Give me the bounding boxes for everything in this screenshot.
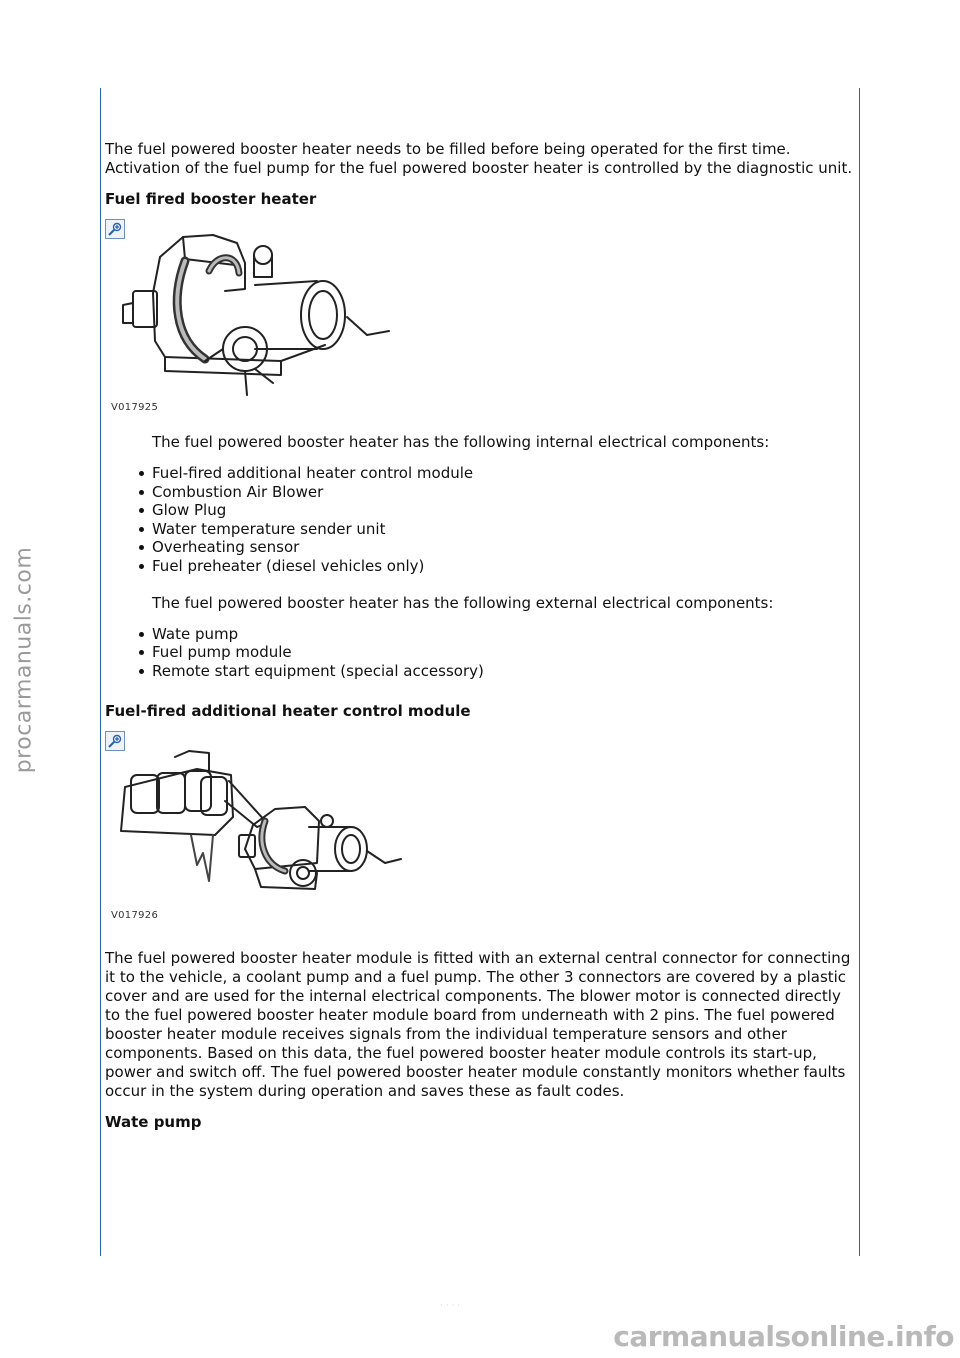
internal-components-list [105, 464, 857, 576]
heading-wate-pump: Wate pump [105, 1113, 202, 1132]
figure-code: V017925 [111, 402, 159, 413]
external-components-intro: The fuel powered booster heater has the following external electrical components: [152, 593, 774, 612]
magnifier-plus-icon [106, 220, 124, 238]
external-components-list [105, 625, 857, 681]
figure-code: V017926 [111, 910, 159, 922]
booster-heater-illustration [105, 219, 435, 419]
magnifier-plus-icon [106, 732, 124, 750]
figure-booster-heater[interactable] [105, 219, 435, 419]
list-item: Fuel pump module [152, 643, 857, 662]
list-item: Glow Plug [152, 501, 857, 520]
list-item: Fuel preheater (diesel vehicles only) [152, 557, 857, 576]
page-content [105, 140, 857, 1132]
heading-control-module: Fuel-fired additional heater control module [105, 702, 471, 721]
zoom-icon[interactable] [105, 219, 125, 239]
internal-components-intro: The fuel powered booster heater has the following internal electrical components: [152, 433, 770, 451]
page-marker: · · · · [439, 1301, 461, 1311]
right-margin-rule [859, 88, 860, 1256]
side-watermark [4, 546, 44, 774]
side-watermark-text: procarmanuals.com [11, 546, 37, 774]
list-item: Remote start equipment (special accessory) [152, 662, 857, 681]
bottom-watermark: carmanualsonline.info [613, 1320, 954, 1353]
control-module-illustration [105, 731, 435, 927]
intro-paragraph: The fuel powered booster heater needs to be filled before being operated for the first time. Activation of the fuel pump for the fuel powered booster heater is controlled by the diagnostic unit. [105, 140, 853, 177]
list-item: Combustion Air Blower [152, 483, 857, 502]
list-item: Overheating sensor [152, 538, 857, 557]
module-description-paragraph: The fuel powered booster heater module is fitted with an external central connector for connecting it to the vehicle, a coolant pump and a fuel pump. The other 3 connectors are covered by a plastic cover and are used for the internal electrical components. The blower motor is connected directly to the fuel powered booster heater module board from underneath with 2 pins. The fuel powered booster heater module receives signals from the individual temperature sensors and other components. Based on this data, the fuel powered booster heater module controls its start-up, power and switch off. The fuel powered booster heater module constantly monitors whether faults occur in the system during operation and saves these as fault codes. [105, 949, 851, 1101]
zoom-icon[interactable] [105, 731, 125, 751]
list-item: Water temperature sender unit [152, 520, 857, 539]
left-margin-rule [100, 88, 101, 1256]
figure-control-module[interactable] [105, 731, 435, 927]
list-item: Fuel-fired additional heater control module [152, 464, 857, 483]
list-item: Wate pump [152, 625, 857, 644]
heading-fuel-fired-booster-heater: Fuel fired booster heater [105, 190, 317, 208]
